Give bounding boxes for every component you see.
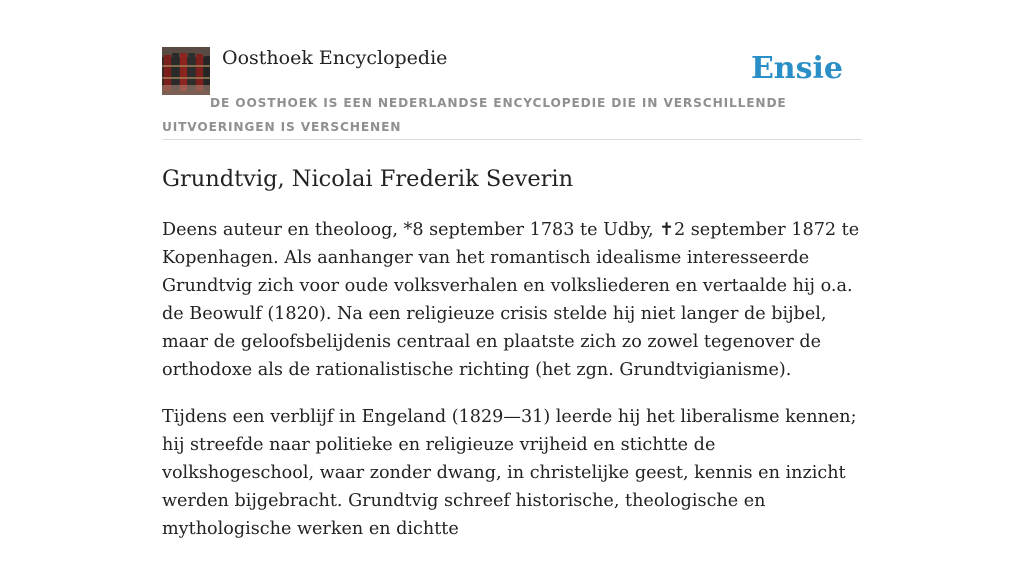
article-paragraph: Tijdens een verblijf in Engeland (1829—31) leerde hij het liberalisme kennen; hij streefde naar politieke en religieuze vrijheid en stichtte de volkshogeschool, waar zonder dwang, in christelijke geest, kennis en inzicht werden bijgebracht. Grundtvig schreef historische, theologische en mythologische werken en dichtte xyxy=(162,407,857,539)
site-name-link[interactable]: Oosthoek Encyclopedie xyxy=(222,47,448,69)
site-tagline: DE OOSTHOEK IS EEN NEDERLANDSE ENCYCLOPEDIE DIE IN VERSCHILLENDE UITVOERINGEN IS VERSCHENEN xyxy=(162,96,787,134)
article-title: Grundtvig, Nicolai Frederik Severin xyxy=(162,166,574,192)
books-icon xyxy=(162,47,210,95)
article-paragraph: Deens auteur en theoloog, *8 september 1783 te Udby, ✝2 september 1872 te Kopenhagen. Als aanhanger van het romantisch idealisme interesseerde Grundtvig zich voor oude volksverhalen en volksliederen en vertaalde hij o.a. de Beowulf (1820). Na een religieuze crisis stelde hij niet langer de bijbel, maar de geloofsbelijdenis centraal en plaatste zich zo zowel tegenover de orthodoxe als de rationalistische richting (het zgn. Grundtvigianisme). xyxy=(162,220,860,380)
ensie-logo-link[interactable]: Ensie xyxy=(750,51,843,86)
article-body xyxy=(162,216,867,562)
encyclopedia-books-avatar[interactable] xyxy=(162,47,210,95)
site-header xyxy=(162,46,862,140)
